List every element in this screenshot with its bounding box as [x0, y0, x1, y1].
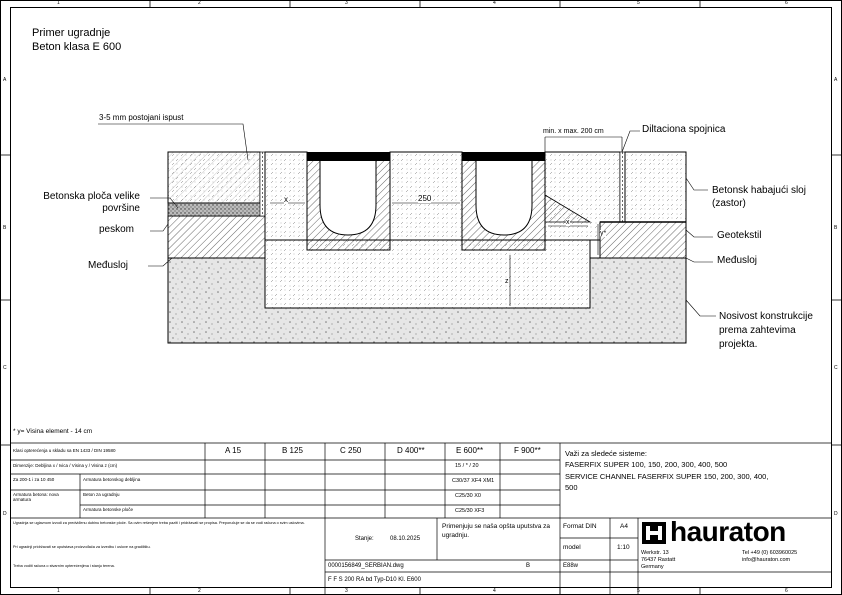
class-c250: C 250: [340, 446, 362, 455]
column-marker: 3: [345, 588, 348, 594]
state-label: Stanje:: [355, 536, 374, 542]
row-marker: C: [834, 365, 838, 371]
revision: B: [526, 563, 531, 569]
label-sand: peskom: [99, 224, 135, 235]
row-marker: B: [3, 225, 7, 231]
column-marker: 6: [785, 588, 788, 594]
sub-caption-c: Armatura betonske ploče: [83, 507, 134, 512]
dim-y: y*: [600, 230, 607, 237]
phone: Tel +49 (0) 603960025: [742, 550, 798, 556]
row-marker: A: [834, 77, 838, 83]
label-geotextile: Geotekstil: [717, 230, 762, 241]
row-concrete-value: C30/37 XF4 XM1: [452, 478, 495, 484]
column-marker: 4: [493, 588, 496, 594]
disclaimer-1: Ugradnja se uglavnom izvodi za predviđenu dubinu betonske ploče. Sa ovim rešenjem treba paziti i pridržavati se propisa. Preporučuje se da se vodi računa o svim uslovima.: [13, 521, 305, 525]
dim-x-left: x: [284, 195, 288, 204]
label-subbase-right: Međusloj: [717, 255, 758, 266]
column-marker: 2: [198, 0, 201, 6]
label-wear-layer: Betonsk habajući sloj (zastor): [712, 185, 806, 209]
label-dilatation: Diltaciona spojnica: [642, 124, 726, 135]
column-marker: 5: [637, 588, 640, 594]
dim-z: z: [505, 278, 509, 285]
system-1: FASERFIX SUPER 100, 150, 200, 300, 400, 500: [565, 460, 728, 469]
address-2: 76437 Rastatt: [641, 557, 676, 563]
row-dimensions-caption: Dimenzije: Debljina x / Ivica / Visina y / Visina z (cm): [13, 463, 118, 468]
hauraton-logo-icon: [642, 522, 666, 544]
drawing-subtitle: Beton klasa E 600: [32, 41, 122, 53]
column-marker: 3: [345, 0, 348, 6]
class-f900: F 900**: [514, 446, 541, 455]
row-concrete-x0: C25/30 X0: [455, 493, 481, 499]
dim-x-right: x: [566, 219, 570, 226]
column-marker: 1: [57, 588, 60, 594]
class-a15: A 15: [225, 446, 242, 455]
address-3: Germany: [641, 564, 664, 570]
class-b125: B 125: [282, 446, 303, 455]
doc-code: E88w: [563, 563, 579, 569]
label-min-max: min. x max. 200 cm: [543, 128, 604, 135]
sub-caption-a: Armatura betonskog debljina: [83, 477, 141, 482]
part-name: F F S 200 RA bd Typ-D10 Kl. E600: [328, 577, 421, 583]
email: info@hauraton.com: [742, 557, 791, 563]
row-concrete-xf3: C25/30 XF3: [455, 508, 485, 514]
label-subbase-left: Međusloj: [88, 260, 129, 271]
row-marker: D: [3, 511, 7, 517]
column-marker: 6: [785, 0, 788, 6]
systems-heading: Važi za sledeće sisteme:: [565, 449, 647, 458]
footnote: * y= Visina element - 14 cm: [13, 428, 93, 435]
table-class-caption: Klasi opterećenja u skladu sa EN 1433 / DIN 19580: [13, 448, 116, 453]
state-date: 08.10.2025: [390, 536, 421, 542]
column-marker: 4: [493, 0, 496, 6]
row-marker: B: [834, 225, 838, 231]
address-1: Werkstr. 13: [641, 550, 669, 556]
class-d400: D 400**: [397, 446, 425, 455]
install-notice: Primenjuju se naša opšta uputstva za ugradnju.: [442, 523, 551, 539]
system-2: SERVICE CHANNEL FASERFIX SUPER 150, 200, 300, 400,: [565, 472, 769, 481]
drawing-number: 0000156849_SERBIAN.dwg: [328, 563, 404, 569]
left-note-2: Armatura betona: nova armatura: [13, 492, 59, 502]
row-marker: A: [3, 77, 7, 83]
label-bearing: Nosivost konstrukcije prema zahtevima projekta.: [719, 311, 813, 350]
column-marker: 2: [198, 588, 201, 594]
row-marker: D: [834, 511, 838, 517]
disclaimer-3: Treba voditi računa o stvarnim opterećenjima i stanju terena.: [13, 564, 115, 568]
disclaimer-2: Pri ugradnji pridržavati se uputstava proizvođača za izvedbu i uslove na gradilištu.: [13, 545, 151, 549]
scale-value: 1:10: [617, 544, 630, 551]
row-marker: C: [3, 365, 7, 371]
column-marker: 5: [637, 0, 640, 6]
class-e600: E 600**: [456, 446, 484, 455]
row-dimensions-value: 15 / * / 20: [455, 463, 479, 469]
model-label: model: [563, 544, 581, 551]
brand-name: hauraton: [670, 516, 786, 547]
label-gap: 3-5 mm postojani ispust: [99, 113, 184, 122]
format-label: Format DIN: [563, 523, 597, 530]
dim-250: 250: [418, 194, 432, 203]
sub-caption-b: Beton za ugradnju: [83, 492, 120, 497]
format-value: A4: [620, 523, 628, 530]
label-slab: Betonska ploča velike površine: [43, 191, 140, 214]
system-2-cont: 500: [565, 483, 578, 492]
drawing-title: Primer ugradnje: [32, 27, 111, 39]
left-note-1: Za 200-1 i za 10 450: [13, 477, 55, 482]
column-marker: 1: [57, 0, 60, 6]
